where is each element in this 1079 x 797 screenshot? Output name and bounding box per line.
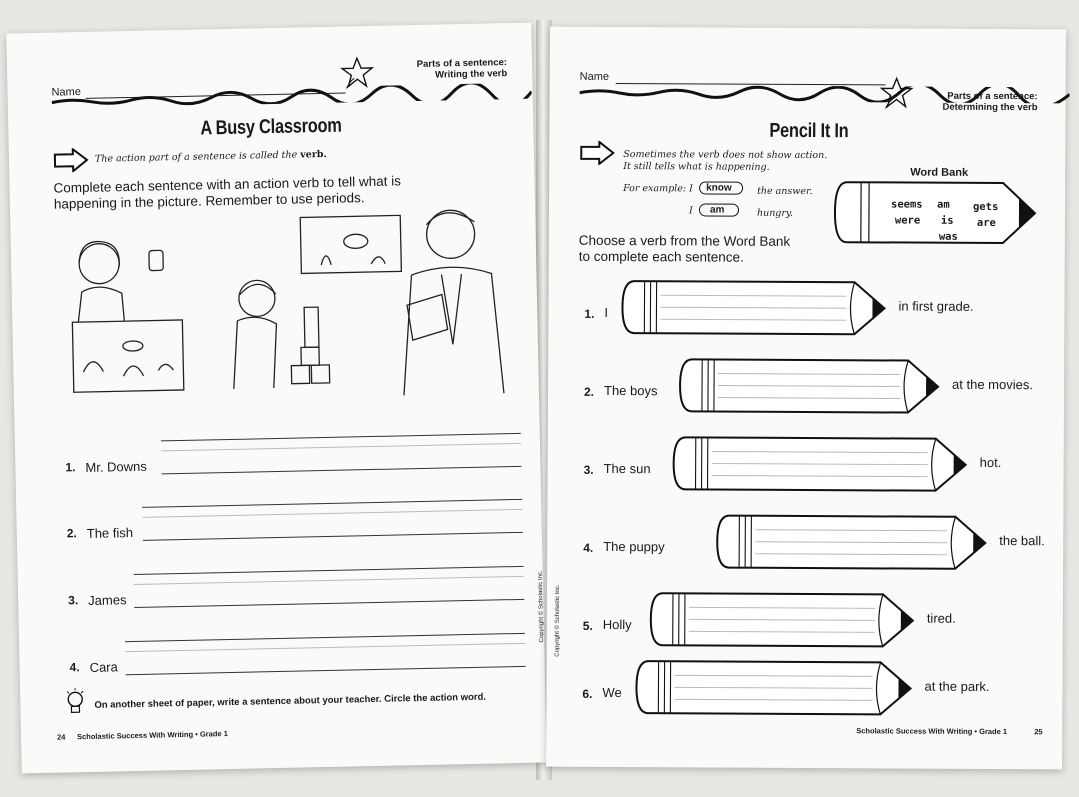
writing-guide (161, 443, 521, 452)
right-page (546, 27, 1066, 770)
item-number: 6. (582, 686, 593, 701)
item-predicate: at the movies. (952, 376, 1034, 393)
item-number: 3. (583, 462, 594, 477)
answer-pencil-blank[interactable] (678, 357, 944, 414)
instructions: Choose a verb from the Word Bank to complete each sentence. (578, 232, 791, 265)
arrow-icon (53, 148, 89, 173)
item-subject: The puppy (603, 538, 665, 555)
item-subject: The sun (603, 460, 651, 477)
word-bank-word: gets (972, 200, 999, 214)
writing-line[interactable] (161, 433, 521, 442)
example-rest: hungry. (756, 207, 794, 219)
writing-line[interactable] (143, 532, 523, 541)
copyright-text: Copyright © Scholastic Inc. (537, 570, 546, 643)
word-bank-word: is (940, 214, 954, 227)
word-bank-title: Word Bank (910, 166, 969, 179)
answer-pencil-blank[interactable] (649, 591, 919, 648)
writing-line[interactable] (125, 633, 525, 642)
word-bank-word: were (894, 214, 921, 227)
item-number: 4. (583, 540, 594, 555)
page-title: Pencil It In (769, 119, 849, 143)
item-subject: The fish (86, 525, 134, 542)
item-predicate: at the park. (924, 678, 990, 694)
item-number: 2. (66, 526, 77, 541)
star-icon (880, 76, 914, 110)
word-bank-word: was (938, 230, 958, 243)
answer-pencil-blank[interactable] (634, 659, 916, 716)
answer-pencil-blank[interactable] (620, 279, 890, 336)
item-subject: Cara (89, 659, 118, 675)
item-subject: James (88, 592, 127, 608)
answer-pencil-blank[interactable] (672, 435, 972, 493)
item-predicate: the ball. (999, 533, 1045, 549)
item-subject: Holly (602, 616, 632, 633)
item-number: 1. (584, 306, 595, 321)
writing-line[interactable] (134, 566, 524, 575)
page-number: 24 (56, 732, 66, 742)
example-subject: I (688, 205, 693, 217)
item-number: 5. (582, 618, 593, 633)
word-bank-word: am (936, 198, 950, 211)
name-label: Name (579, 70, 610, 83)
writing-guide (125, 643, 525, 652)
answer-pencil-blank[interactable] (715, 514, 991, 571)
left-page (6, 23, 546, 774)
item-subject: Mr. Downs (85, 458, 147, 476)
example-verb-pencil: know (699, 181, 743, 194)
item-predicate: hot. (979, 454, 1002, 471)
topic-label: Parts of a sentence: Determining the verb (942, 90, 1038, 114)
tip-text: On another sheet of paper, write a sentence about your teacher. Circle the action word. (94, 691, 487, 711)
writing-line[interactable] (162, 466, 522, 475)
name-label: Name (51, 86, 82, 99)
example-rest: the answer. (757, 185, 813, 198)
item-predicate: tired. (926, 610, 956, 626)
item-number: 4. (69, 660, 80, 675)
writing-line[interactable] (142, 499, 522, 508)
page-title: A Busy Classroom (200, 114, 342, 140)
lightbulb-icon (64, 687, 87, 717)
item-subject: We (602, 684, 622, 701)
writing-line[interactable] (126, 666, 526, 675)
copyright-text: Copyright © Scholastic Inc. (554, 584, 562, 657)
word-bank-pencil (833, 178, 1039, 247)
item-predicate: in first grade. (898, 298, 974, 314)
item-subject: The boys (603, 382, 658, 399)
item-number: 3. (68, 593, 79, 608)
word-bank-word: are (976, 216, 996, 229)
writing-line[interactable] (134, 599, 524, 608)
writing-guide (142, 509, 522, 518)
arrow-icon (579, 141, 615, 165)
instructions: Complete each sentence with an action verb to tell what is happening in the picture. Remember to use periods. (53, 173, 402, 212)
item-number: 1. (65, 460, 76, 475)
rule-text: The action part of a sentence is called the verb. (94, 148, 327, 165)
topic-label: Parts of a sentence: Writing the verb (416, 57, 508, 81)
example-label: For example: (623, 183, 687, 195)
classroom-illustration (60, 203, 524, 413)
item-subject: I (604, 304, 609, 320)
writing-guide (134, 576, 524, 585)
item-number: 2. (583, 384, 595, 399)
word-bank-word: seems (890, 198, 923, 211)
rule-text: Sometimes the verb does not show action. It still tells what is happening. (623, 149, 828, 173)
torn-edge-rule (52, 83, 532, 109)
footer-title: Scholastic Success With Writing • Grade 1 (76, 729, 228, 742)
star-icon (340, 56, 375, 91)
page-number: 25 (1034, 727, 1043, 737)
footer-title: Scholastic Success With Writing • Grade 1 (856, 726, 1008, 737)
example-subject: I (689, 183, 693, 195)
example-verb-pencil: am (699, 203, 740, 216)
